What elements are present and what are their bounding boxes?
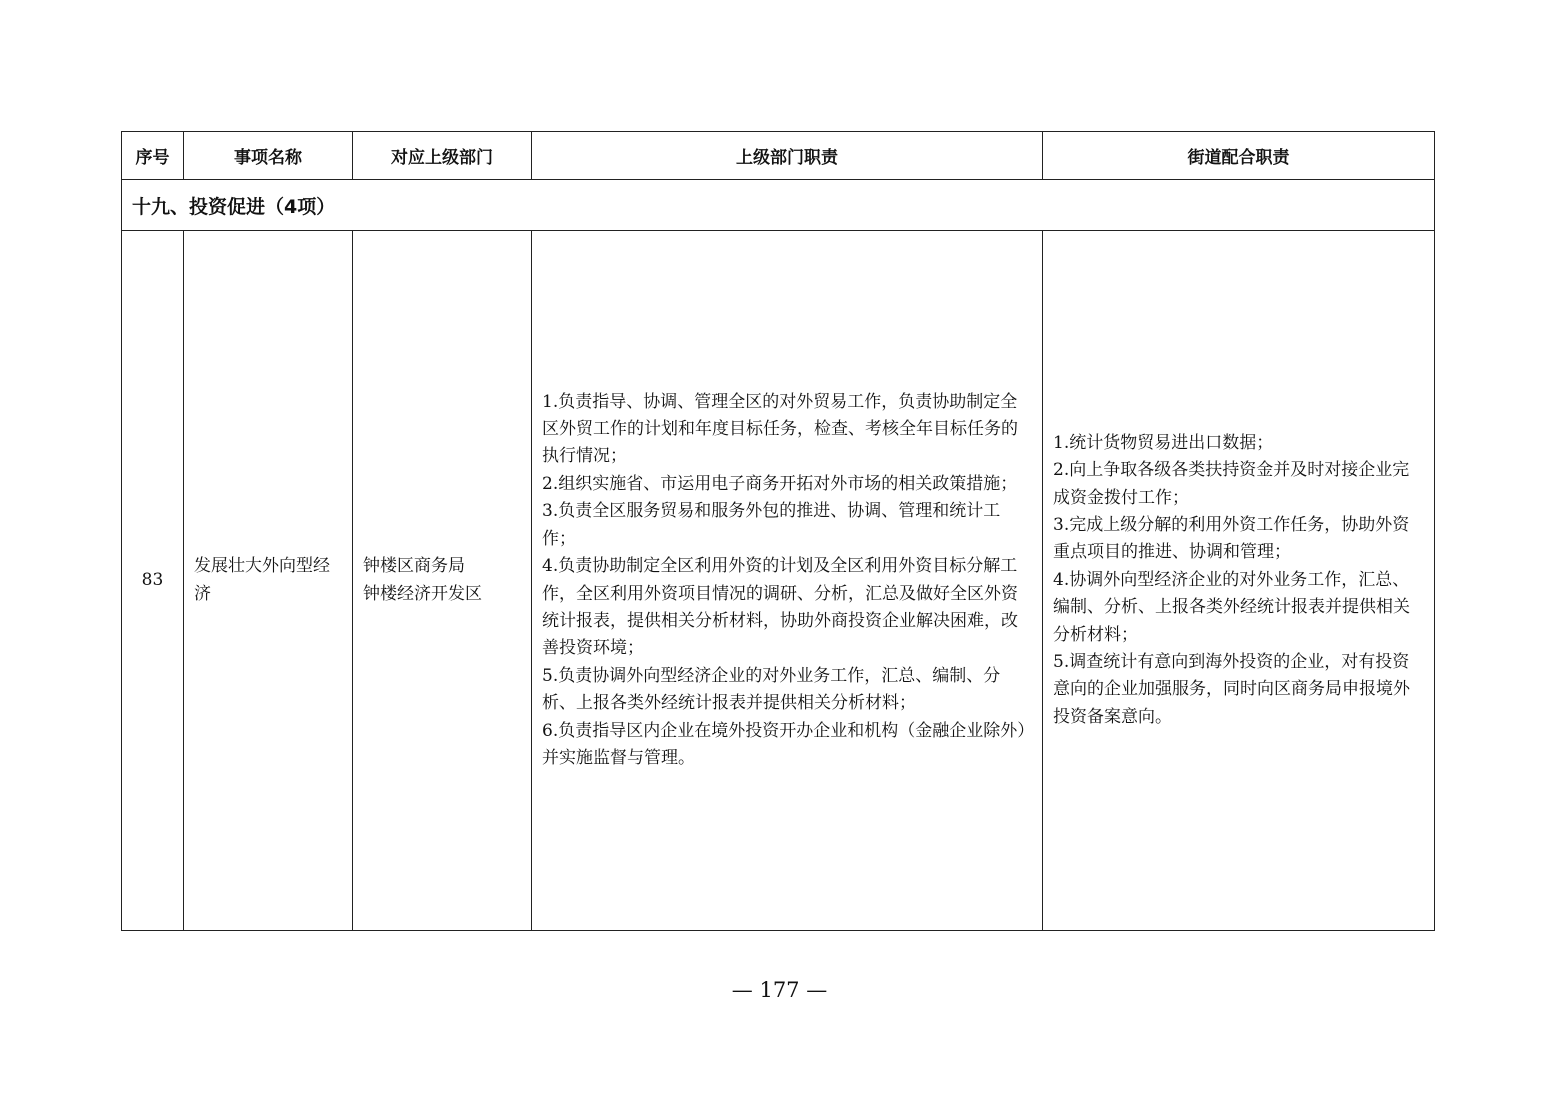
page-number: — 177 — <box>731 978 828 1002</box>
row-dept-duty <box>532 231 1043 931</box>
row-item-name: 发展壮大外向型经济 <box>184 231 353 931</box>
section-row <box>122 180 1435 231</box>
dept-line: 钟楼区商务局 <box>363 556 465 577</box>
dept-duty-line: 5.负责协调外向型经济企业的对外业务工作，汇总、编制、分析、上报各类外经统计报表并提供相关分析材料； <box>542 665 1001 714</box>
row-seq: 83 <box>122 231 184 931</box>
street-duty-line: 1.统计货物贸易进出口数据； <box>1053 432 1274 453</box>
street-duty-line: 4.协调外向型经济企业的对外业务工作，汇总、编制、分析、上报各类外经统计报表并提供相关分析材料； <box>1053 569 1410 645</box>
header-item-name: 事项名称 <box>184 132 353 180</box>
header-street-duty: 街道配合职责 <box>1043 132 1435 180</box>
dept-duty-line: 2.组织实施省、市运用电子商务开拓对外市场的相关政策措施； <box>542 473 1018 494</box>
table-row <box>122 231 1435 931</box>
dept-duty-line: 4.负责协助制定全区利用外资的计划及全区利用外资目标分解工作，全区利用外资项目情况的调研、分析，汇总及做好全区外资统计报表，提供相关分析材料，协助外商投资企业解决困难，改善投资环境； <box>542 556 1018 659</box>
street-duty-line: 2.向上争取各级各类扶持资金并及时对接企业完成资金拨付工作； <box>1053 460 1410 508</box>
header-seq: 序号 <box>122 132 184 180</box>
row-dept <box>353 231 532 931</box>
dept-duty-line: 6.负责指导区内企业在境外投资开办企业和机构（金融企业除外）并实施监督与管理。 <box>542 720 1026 768</box>
table-header-row <box>122 132 1435 180</box>
section-title: 十九、投资促进（4项） <box>122 180 1435 231</box>
responsibility-table <box>121 131 1435 931</box>
street-duty-line: 3.完成上级分解的利用外资工作任务，协助外资重点项目的推进、协调和管理； <box>1053 514 1410 563</box>
header-dept: 对应上级部门 <box>353 132 532 180</box>
dept-duty-line: 1.负责指导、协调、管理全区的对外贸易工作，负责协助制定全区外贸工作的计划和年度目标任务，检查、考核全年目标任务的执行情况； <box>542 391 1018 467</box>
street-duty-line: 5.调查统计有意向到海外投资的企业，对有投资意向的企业加强服务，同时向区商务局申报境外投资备案意向。 <box>1053 652 1410 727</box>
dept-duty-line: 3.负责全区服务贸易和服务外包的推进、协调、管理和统计工作； <box>542 501 1001 549</box>
row-street-duty <box>1043 231 1435 931</box>
dept-line: 钟楼经济开发区 <box>363 583 482 604</box>
header-dept-duty: 上级部门职责 <box>532 132 1043 180</box>
